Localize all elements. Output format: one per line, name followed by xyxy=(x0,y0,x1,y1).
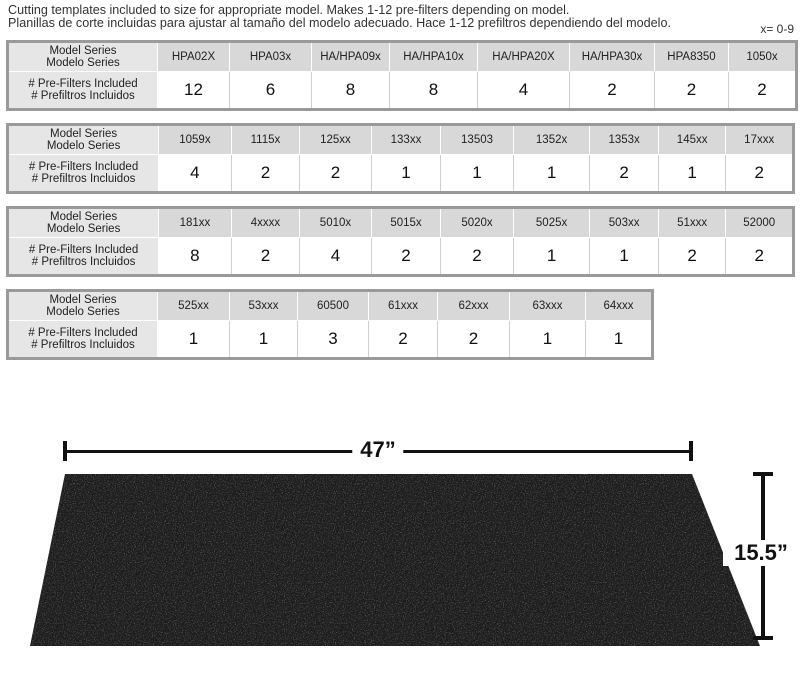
count-cell: 2 xyxy=(231,238,300,276)
count-cell: 2 xyxy=(441,238,514,276)
prefilters-label xyxy=(8,321,158,359)
model-cell: HPA02X xyxy=(158,42,230,72)
label-en: Model Series xyxy=(49,45,117,57)
count-cell: 2 xyxy=(726,155,794,193)
count-cell: 1 xyxy=(158,321,230,359)
model-cell: HA/HPA30x xyxy=(570,42,655,72)
model-cell: 60500 xyxy=(298,291,369,321)
count-cell: 3 xyxy=(298,321,369,359)
width-dimension-cap-right xyxy=(689,441,693,461)
count-cell: 12 xyxy=(158,72,230,110)
count-cell: 2 xyxy=(590,155,659,193)
model-cell: 503xx xyxy=(590,208,659,238)
count-cell: 2 xyxy=(369,321,438,359)
count-cell: 1 xyxy=(658,155,726,193)
model-cell: 125xx xyxy=(300,125,372,155)
count-cell: 2 xyxy=(231,155,300,193)
model-series-label xyxy=(8,42,158,72)
label-en: # Pre-Filters Included xyxy=(28,244,139,256)
model-cell: 53xxx xyxy=(230,291,298,321)
count-cell: 2 xyxy=(438,321,510,359)
model-table-4 xyxy=(6,289,654,360)
intro-spanish: Planillas de corte incluidas para ajustar al tamaño del modelo adecuado. Hace 1-12 prefiltros dependiendo del modelo. xyxy=(8,16,671,30)
model-cell: HPA03x xyxy=(230,42,312,72)
label-en: Model Series xyxy=(50,211,118,223)
model-table-1 xyxy=(6,40,798,111)
model-table-3 xyxy=(6,206,795,277)
count-cell: 6 xyxy=(230,72,312,110)
model-cell: 1353x xyxy=(590,125,659,155)
model-cell: HA/HPA20X xyxy=(478,42,570,72)
model-cell: 5020x xyxy=(441,208,514,238)
filter-sheet-texture xyxy=(30,474,760,646)
height-dimension-cap-top xyxy=(753,472,773,476)
count-cell: 8 xyxy=(312,72,390,110)
model-cell: 181xx xyxy=(159,208,232,238)
label-en: Model Series xyxy=(50,128,118,140)
count-cell: 8 xyxy=(390,72,478,110)
model-cell: 1352x xyxy=(513,125,590,155)
model-series-label xyxy=(8,291,158,321)
count-cell: 1 xyxy=(513,155,590,193)
count-cell: 2 xyxy=(655,72,729,110)
label-es: # Prefiltros Incluidos xyxy=(31,173,136,185)
count-cell: 2 xyxy=(570,72,655,110)
label-es: Modelo Series xyxy=(46,223,121,235)
count-cell: 1 xyxy=(371,155,441,193)
model-cell: 63xxx xyxy=(510,291,586,321)
label-en: # Pre-Filters Included xyxy=(28,327,138,339)
model-cell: 1059x xyxy=(159,125,232,155)
model-cell: HPA8350 xyxy=(655,42,729,72)
model-cell: 145xx xyxy=(658,125,726,155)
prefilters-label xyxy=(8,155,159,193)
label-es: Modelo Series xyxy=(46,57,120,69)
model-cell: 133xx xyxy=(371,125,441,155)
prefilters-label xyxy=(8,238,159,276)
model-cell: 61xxx xyxy=(369,291,438,321)
height-label: 15.5” xyxy=(723,540,799,566)
count-cell: 2 xyxy=(729,72,797,110)
model-cell: 4xxxx xyxy=(231,208,300,238)
label-es: Modelo Series xyxy=(46,306,120,318)
prefilters-label xyxy=(8,72,158,110)
label-en: Model Series xyxy=(49,294,117,306)
intro-english: Cutting templates included to size for appropriate model. Makes 1-12 pre-filters depending on model. xyxy=(8,3,570,17)
model-cell: 62xxx xyxy=(438,291,510,321)
count-cell: 8 xyxy=(159,238,232,276)
count-cell: 1 xyxy=(513,238,590,276)
count-cell: 1 xyxy=(590,238,659,276)
model-cell: 13503 xyxy=(441,125,514,155)
count-cell: 4 xyxy=(159,155,232,193)
model-cell: 17xxx xyxy=(726,125,794,155)
count-cell: 4 xyxy=(478,72,570,110)
count-cell: 2 xyxy=(726,238,794,276)
model-cell: 5025x xyxy=(513,208,590,238)
model-cell: 64xxx xyxy=(586,291,653,321)
model-cell: HA/HPA10x xyxy=(390,42,478,72)
count-cell: 2 xyxy=(300,155,372,193)
x-wildcard-note: x= 0-9 xyxy=(760,22,794,36)
count-cell: 2 xyxy=(658,238,726,276)
count-cell: 1 xyxy=(586,321,653,359)
model-cell: 1115x xyxy=(231,125,300,155)
model-cell: 525xx xyxy=(158,291,230,321)
count-cell: 1 xyxy=(230,321,298,359)
label-es: Modelo Series xyxy=(46,140,121,152)
model-cell: 5010x xyxy=(300,208,372,238)
height-dimension-cap-bottom xyxy=(753,636,773,640)
model-cell: 51xxx xyxy=(658,208,726,238)
model-cell: 5015x xyxy=(371,208,441,238)
width-label: 47” xyxy=(352,437,403,463)
label-es: # Prefiltros Incluidos xyxy=(31,256,136,268)
intro-text xyxy=(8,4,798,30)
model-table-2 xyxy=(6,123,795,194)
label-es: # Prefiltros Incluidos xyxy=(31,90,135,102)
label-en: # Pre-Filters Included xyxy=(28,78,138,90)
count-cell: 1 xyxy=(510,321,586,359)
model-series-label xyxy=(8,125,159,155)
model-cell: 1050x xyxy=(729,42,797,72)
label-en: # Pre-Filters Included xyxy=(28,161,139,173)
label-es: # Prefiltros Incluidos xyxy=(31,339,135,351)
model-cell: HA/HPA09x xyxy=(312,42,390,72)
count-cell: 1 xyxy=(441,155,514,193)
model-series-label xyxy=(8,208,159,238)
filter-sheet-image xyxy=(30,468,760,646)
count-cell: 4 xyxy=(300,238,372,276)
width-dimension xyxy=(63,437,693,462)
model-cell: 52000 xyxy=(726,208,794,238)
width-dimension-cap-left xyxy=(63,441,67,461)
count-cell: 2 xyxy=(371,238,441,276)
